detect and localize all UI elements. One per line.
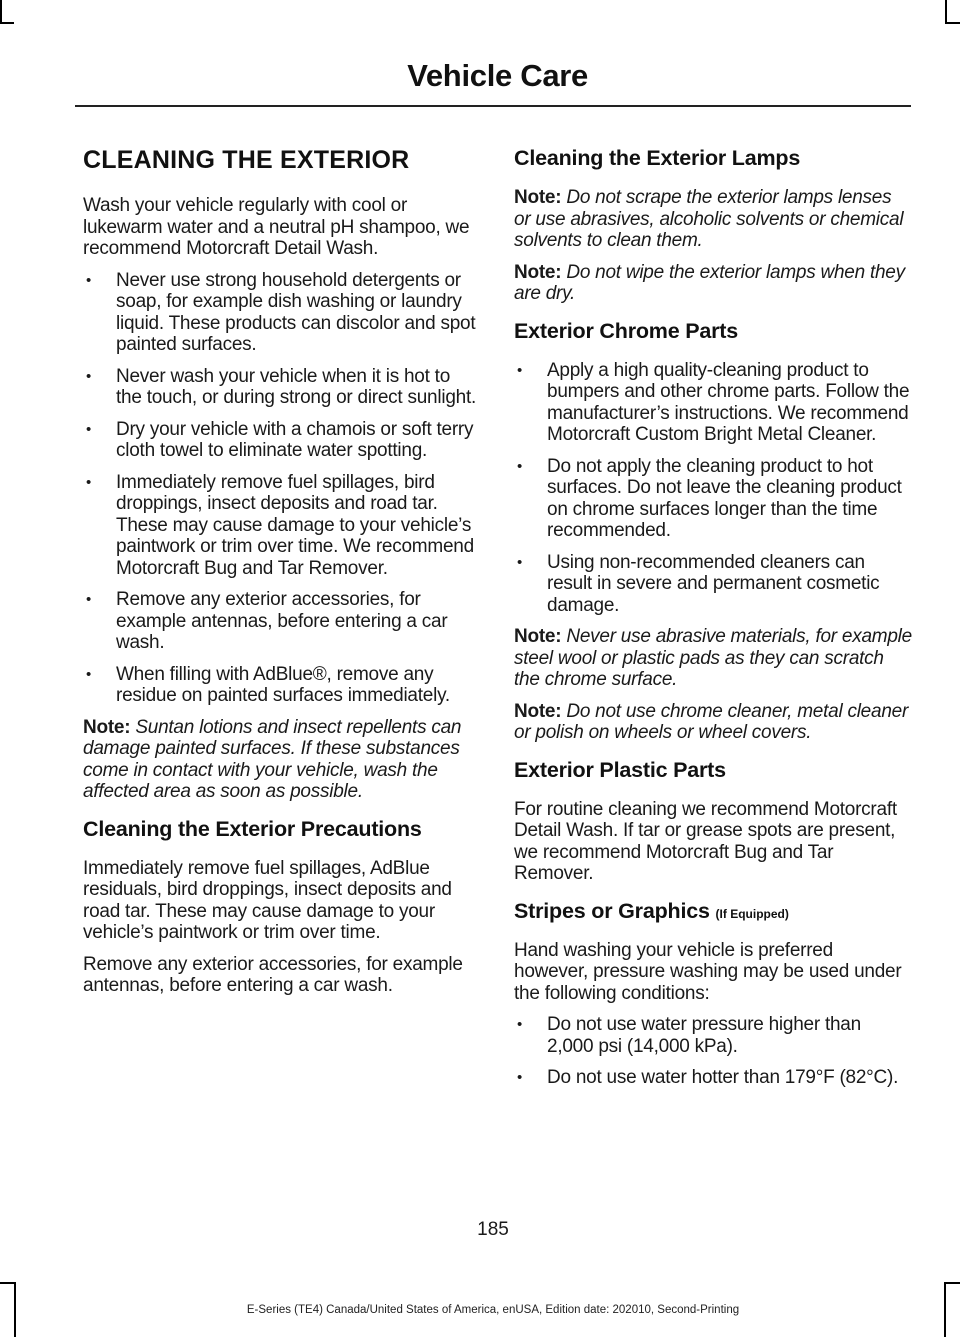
list-item: • Dry your vehicle with a chamois or soft terry cloth towel to eliminate water spotting. — [83, 419, 478, 462]
list-item: • Immediately remove fuel spillages, bird droppings, insect deposits and road tar. These may cause damage to your vehicle’s paintwork or trim over time. We recommend Motorcraft Bug and Tar Remover. — [83, 472, 478, 580]
note-text: Do not scrape the exterior lamps lenses or use abrasives, alcoholic solvents or chemical solvents to clean them. — [514, 187, 904, 251]
crop-mark — [0, 1282, 14, 1284]
stripes-bullet-list — [514, 1014, 912, 1089]
crop-mark — [945, 0, 947, 22]
list-item: • Do not use water hotter than 179°F (82°C). — [514, 1067, 912, 1089]
stripes-paragraph: Hand washing your vehicle is preferred however, pressure washing may be used under the following conditions: — [514, 939, 902, 1004]
note-text: Do not use chrome cleaner, metal cleaner or polish on wheels or wheel covers. — [514, 700, 909, 743]
subsection-title-plastic: Exterior Plastic Parts — [514, 757, 726, 782]
chrome-bullet-list — [514, 360, 912, 617]
list-item: • Never wash your vehicle when it is hot to the touch, or during strong or direct sunlight. — [83, 366, 478, 409]
section-title-cleaning-exterior: CLEANING THE EXTERIOR — [83, 146, 410, 174]
note-chrome-abrasive — [514, 626, 912, 691]
subsection-title-stripes — [514, 899, 912, 924]
note-label: Note: — [514, 700, 562, 722]
list-item: • Apply a high quality-cleaning product to bumpers and other chrome parts. Follow the manufacturer’s instructions. We recommend Motorcraft Custom Bright Metal Cleaner. — [514, 360, 912, 446]
cleaning-bullet-list — [83, 270, 478, 707]
note-label: Note: — [83, 716, 131, 738]
note-suntan — [83, 717, 478, 803]
intro-paragraph: Wash your vehicle regularly with cool or lukewarm water and a neutral pH shampoo, we recommend Motorcraft Detail Wash. — [83, 195, 470, 259]
crop-mark — [946, 1282, 960, 1284]
list-item: • Remove any exterior accessories, for example antennas, before entering a car wash. — [83, 589, 478, 654]
note-lamps-scrape — [514, 187, 912, 252]
plastic-paragraph: For routine cleaning we recommend Motorcraft Detail Wash. If tar or grease spots are present, we recommend Motorcraft Bug and Tar Remover. — [514, 798, 897, 884]
left-column — [83, 142, 478, 1007]
precautions-paragraph-1: Immediately remove fuel spillages, AdBlue residuals, bird droppings, insect deposits and road tar. These may cause damage to your vehicle’s paintwork or trim over time. — [83, 857, 452, 943]
list-item: • When filling with AdBlue®, remove any residue on painted surfaces immediately. — [83, 664, 478, 707]
subsection-title-lamps: Cleaning the Exterior Lamps — [514, 146, 801, 170]
list-item: • Never use strong household detergents or soap, for example dish washing or laundry liquid. These products can discolor and spot painted surfaces. — [83, 270, 478, 356]
crop-mark — [0, 0, 2, 22]
crop-mark — [945, 22, 960, 24]
crop-mark — [0, 22, 14, 24]
note-label: Note: — [514, 261, 562, 283]
note-text: Suntan lotions and insect repellents can damage painted surfaces. If these substances come in contact with your vehicle, wash the affected area as soon as possible. — [83, 716, 462, 802]
note-label: Note: — [514, 187, 562, 208]
note-chrome-wheels — [514, 701, 912, 744]
page-number: 185 — [477, 1219, 509, 1240]
stripes-title-text: Stripes or Graphics — [514, 898, 710, 923]
page-header-title: Vehicle Care — [407, 58, 588, 93]
note-text: Never use abrasive materials, for example steel wool or plastic pads as they can scratch the chrome surface. — [514, 626, 912, 690]
note-lamps-wipe — [514, 262, 912, 305]
right-column — [514, 142, 912, 1099]
list-item: • Do not apply the cleaning product to hot surfaces. Do not leave the cleaning product on chrome surfaces longer than the time recommended. — [514, 456, 912, 542]
subsection-title-precautions: Cleaning the Exterior Precautions — [83, 816, 422, 841]
note-label: Note: — [514, 626, 562, 647]
list-item: • Using non-recommended cleaners can result in severe and permanent cosmetic damage. — [514, 552, 912, 617]
list-item: • Do not use water pressure higher than 2,000 psi (14,000 kPa). — [514, 1014, 912, 1057]
footer-edition-text: E-Series (TE4) Canada/United States of America, enUSA, Edition date: 202010, Second-Printing — [246, 1304, 740, 1316]
subsection-title-chrome: Exterior Chrome Parts — [514, 318, 739, 343]
precautions-paragraph-2: Remove any exterior accessories, for example antennas, before entering a car wash. — [83, 953, 463, 996]
header-rule — [75, 105, 911, 107]
note-text: Do not wipe the exterior lamps when they are dry. — [514, 261, 905, 304]
if-equipped-qualifier: (If Equipped) — [715, 906, 789, 921]
